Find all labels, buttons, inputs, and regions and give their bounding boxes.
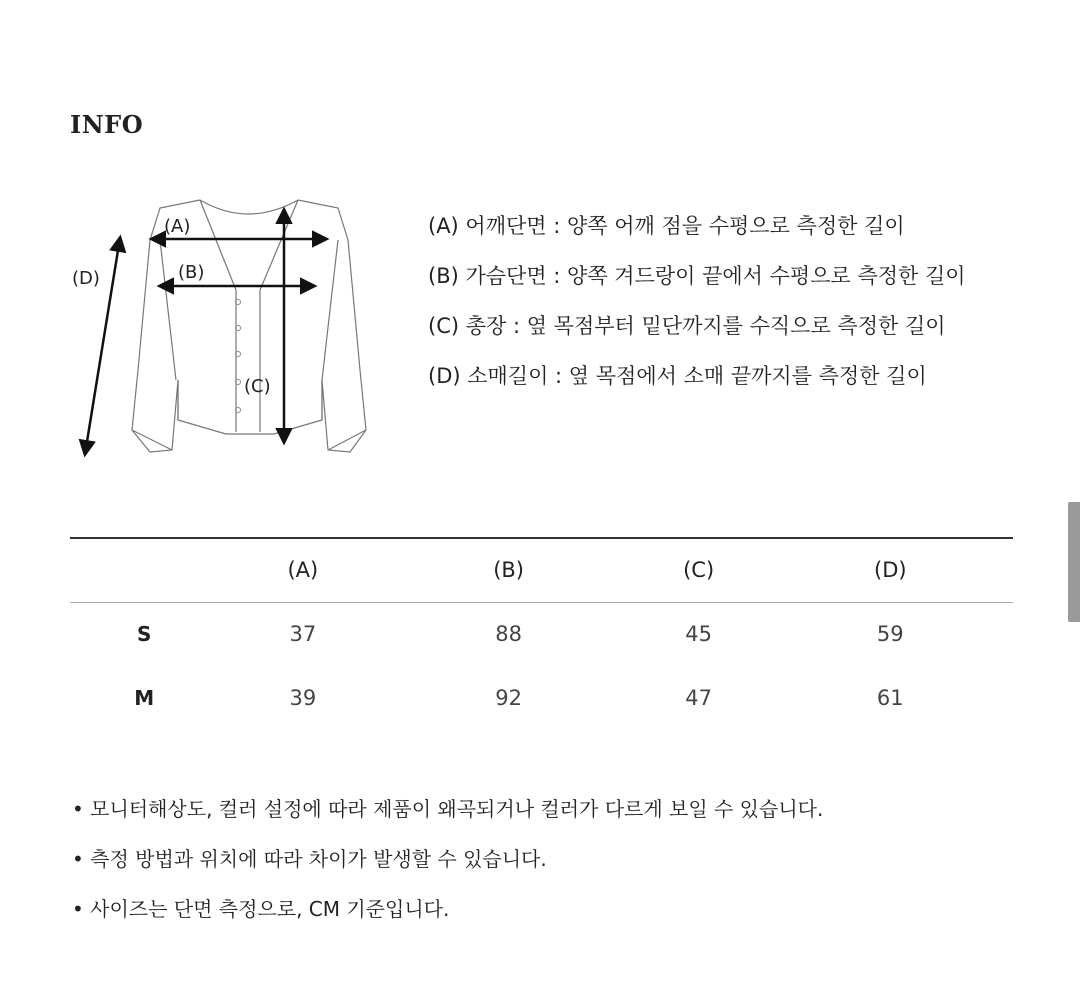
label-d: (D): [72, 268, 100, 289]
label-a: (A): [164, 216, 191, 237]
notes-list: [72, 796, 823, 946]
header-c: (C): [683, 558, 715, 583]
header-size: [70, 538, 218, 602]
note-item: • 측정 방법과 위치에 따라 차이가 발생할 수 있습니다.: [72, 847, 547, 871]
value-cell-c: 45: [685, 622, 712, 647]
header-d: (D): [874, 558, 907, 583]
value-cell-c: 47: [685, 686, 712, 710]
size-table: [70, 537, 1013, 730]
value-cell-d: 61: [876, 686, 904, 710]
definition-d: (D) 소매길이 : 옆 목점에서 소매 끝까지를 측정한 길이: [428, 364, 927, 388]
header-b: (B): [493, 558, 524, 583]
value-cell-b: 92: [495, 686, 522, 710]
definition-b: (B) 가슴단면 : 양쪽 겨드랑이 끝에서 수평으로 측정한 길이: [428, 264, 966, 288]
note-item: • 모니터해상도, 컬러 설정에 따라 제품이 왜곡되거나 컬러가 다르게 보일 수 있습니다.: [72, 797, 824, 821]
definition-c: (C) 총장 : 옆 목점부터 밑단까지를 수직으로 측정한 길이: [428, 314, 946, 338]
scrollbar-thumb[interactable]: [1068, 502, 1080, 622]
table-row: [70, 602, 1013, 666]
value-cell-a: 37: [289, 622, 317, 647]
page-title: INFO: [70, 110, 144, 139]
cardigan-diagram: [60, 180, 380, 480]
value-cell-a: 39: [289, 686, 317, 710]
table-row: [70, 666, 1013, 730]
measure-arrows: [85, 210, 326, 454]
size-cell: M: [134, 686, 155, 710]
label-c: (C): [244, 376, 271, 397]
label-b: (B): [178, 262, 205, 283]
measurement-definitions: [428, 214, 966, 414]
header-a: (A): [287, 558, 319, 583]
value-cell-b: 88: [495, 622, 522, 647]
note-item: • 사이즈는 단면 측정으로, CM 기준입니다.: [72, 897, 450, 921]
size-cell: S: [136, 622, 152, 647]
definition-a: (A) 어깨단면 : 양쪽 어깨 점을 수평으로 측정한 길이: [428, 214, 905, 238]
value-cell-d: 59: [876, 622, 904, 647]
table-header-row: [70, 538, 1013, 602]
